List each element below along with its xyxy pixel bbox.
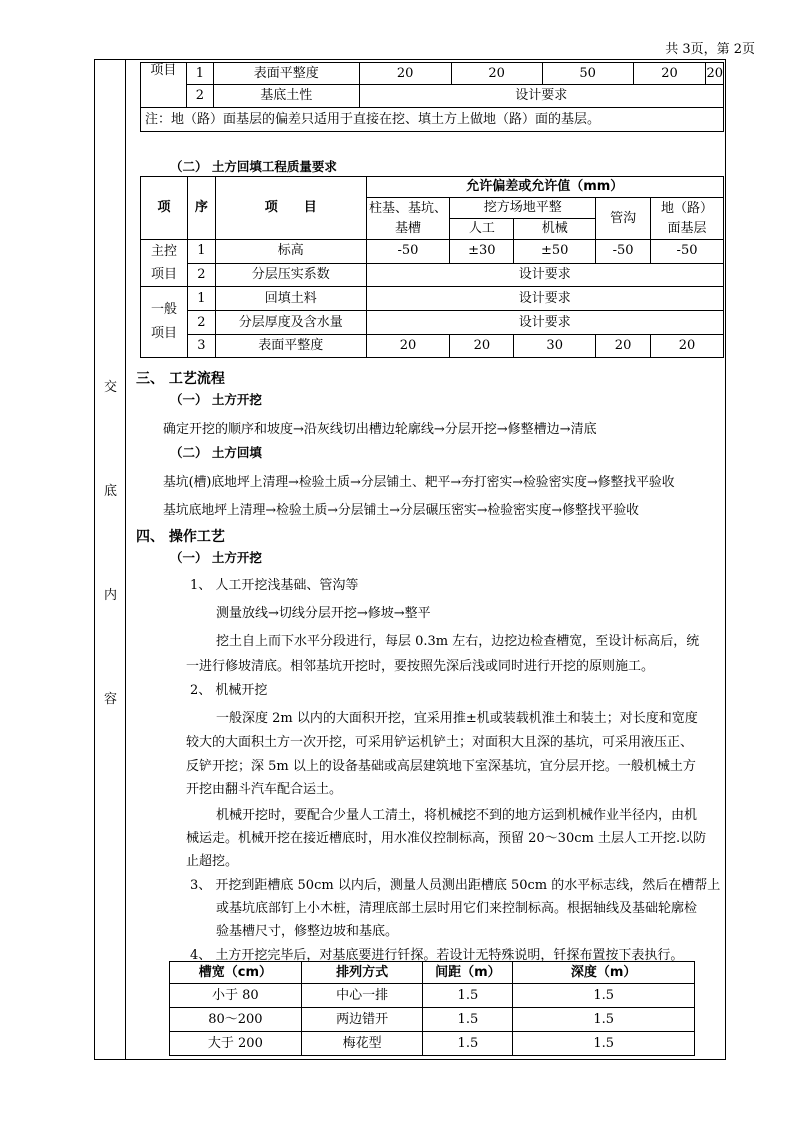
group-label: 项目 bbox=[141, 63, 187, 108]
paragraph-line: 械运走。机械开挖在接近槽底时，用水准仪控制标高，预留 20～30cm 土层人工开挖.以防 bbox=[186, 831, 707, 846]
col-header-pit bbox=[366, 198, 450, 240]
row-name: 基底土性 bbox=[213, 85, 359, 108]
col-header-trench: 管沟 bbox=[596, 198, 651, 240]
col-header-manual: 人工 bbox=[450, 219, 514, 240]
row-no: 2 bbox=[187, 263, 215, 287]
section-title: （二） 土方回填工程质量要求 bbox=[170, 159, 337, 174]
list-item: 2、 机械开挖 bbox=[190, 683, 268, 698]
side-label-char: 容 bbox=[104, 692, 118, 707]
cell: 20 bbox=[633, 63, 706, 85]
cell: 小于 80 bbox=[170, 984, 302, 1008]
cell: 20 bbox=[596, 335, 651, 358]
col-header-machine: 机械 bbox=[514, 219, 596, 240]
probe-table bbox=[169, 961, 695, 1056]
cell: -50 bbox=[651, 240, 724, 264]
merged-cell: 设计要求 bbox=[366, 263, 723, 287]
col-header-seq: 序 bbox=[187, 177, 215, 240]
paragraph-line: 一进行修坡清底。相邻基坑开挖时，要按照先深后浅或同时进行开挖的原则施工。 bbox=[186, 659, 655, 674]
paragraph-line: 挖土自上而下水平分段进行，每层 0.3m 左右，边挖边检查槽宽，至设计标高后，统 bbox=[216, 634, 700, 649]
row-no: 1 bbox=[187, 287, 215, 311]
cell: 50 bbox=[542, 63, 633, 85]
cell: 20 bbox=[366, 335, 450, 358]
col-header-pit-line2: 基槽 bbox=[394, 220, 421, 236]
col-header-road-line1: 地（路） bbox=[661, 200, 714, 216]
cell: ±50 bbox=[514, 240, 596, 264]
group-label-line: 项目 bbox=[150, 326, 177, 341]
list-item: 1、 人工开挖浅基础、管沟等 bbox=[190, 578, 359, 593]
cell: 1.5 bbox=[423, 1032, 513, 1056]
group-label-line: 项目 bbox=[150, 267, 177, 282]
paragraph-line: 较大的大面积土方一次开挖，可采用铲运机铲土；对面积大且深的基坑，可采用液压正、 bbox=[186, 735, 694, 750]
cell: 20 bbox=[706, 63, 724, 85]
paragraph-line: 反铲开挖；深 5m 以上的设备基础或高层建筑地下室深基坑，宜分层开挖。一般机械土方 bbox=[186, 759, 696, 774]
row-no: 3 bbox=[187, 335, 215, 358]
paragraph-line: 或基坑底部钉上小木桩，清理底部土层时用它们来控制标高。根据轴线及基础轮廓检 bbox=[216, 901, 698, 916]
row-name: 回填土料 bbox=[215, 287, 366, 311]
row-no: 1 bbox=[186, 63, 213, 85]
row-no: 1 bbox=[187, 240, 215, 264]
flow-text: 测量放线→切线分层开挖→修坡→整平 bbox=[216, 606, 431, 621]
col-header-road bbox=[651, 198, 724, 240]
side-label-char: 底 bbox=[104, 484, 118, 499]
flow-text: 基坑底地坪上清理→检验土质→分层铺土→分层碾压密实→检验密实度→修整找平验收 bbox=[163, 503, 639, 518]
merged-cell: 设计要求 bbox=[366, 287, 723, 311]
row-name: 标高 bbox=[215, 240, 366, 264]
row-name: 分层厚度及含水量 bbox=[215, 311, 366, 335]
section-heading: 四、 操作工艺 bbox=[136, 529, 225, 545]
paragraph-line: 机械开挖时，要配合少量人工清土，将机械挖不到的地方运到机械作业半径内，由机 bbox=[216, 808, 698, 823]
paragraph-line: 开挖由翻斗汽车配合运土。 bbox=[186, 782, 343, 797]
group-label-line: 一般 bbox=[150, 302, 177, 317]
allow-header: 允许偏差或允许值（mm） bbox=[366, 177, 723, 198]
paragraph-line: 验基槽尺寸，修整边坡和基底。 bbox=[216, 924, 399, 939]
group-label-line: 主控 bbox=[150, 244, 177, 259]
cell: 1.5 bbox=[513, 1032, 695, 1056]
section-heading: 三、 工艺流程 bbox=[136, 371, 225, 387]
flow-text: 确定开挖的顺序和坡度→沿灰线切出槽边轮廓线→分层开挖→修整槽边→清底 bbox=[163, 422, 597, 437]
cell: -50 bbox=[366, 240, 450, 264]
cell: 中心一排 bbox=[301, 984, 423, 1008]
col-header-road-line2: 面基层 bbox=[667, 220, 707, 236]
col-header: 排列方式 bbox=[301, 962, 423, 984]
cell: 20 bbox=[450, 335, 514, 358]
page-info: 共 3页，第 2页 bbox=[665, 42, 755, 57]
row-no: 2 bbox=[187, 311, 215, 335]
sub-heading: （一） 土方开挖 bbox=[170, 392, 262, 407]
cell: 20 bbox=[651, 335, 724, 358]
col-header-item: 项 bbox=[141, 177, 188, 240]
cell: 20 bbox=[359, 63, 451, 85]
cell: 1.5 bbox=[423, 984, 513, 1008]
cell: 20 bbox=[451, 63, 542, 85]
row-name: 表面平整度 bbox=[213, 63, 359, 85]
row-no: 2 bbox=[186, 85, 213, 108]
row-name: 分层压实系数 bbox=[215, 263, 366, 287]
main-control-label bbox=[141, 240, 188, 287]
backfill-table bbox=[140, 176, 724, 358]
sub-heading: （二） 土方回填 bbox=[170, 445, 262, 460]
ground-base-table bbox=[140, 62, 724, 132]
cell: 80～200 bbox=[170, 1008, 302, 1032]
sub-heading: （一） 土方开挖 bbox=[170, 550, 262, 565]
cell: -50 bbox=[596, 240, 651, 264]
col-header: 间距（m） bbox=[423, 962, 513, 984]
general-label bbox=[141, 287, 188, 358]
merged-cell: 设计要求 bbox=[366, 311, 723, 335]
col-header-site: 挖方场地平整 bbox=[450, 198, 596, 219]
row-name: 表面平整度 bbox=[215, 335, 366, 358]
side-label-char: 内 bbox=[104, 588, 118, 603]
table-note: 注：地（路）面基层的偏差只适用于直接在挖、填土方上做地（路）面的基层。 bbox=[141, 108, 724, 132]
cell: 梅花型 bbox=[301, 1032, 423, 1056]
label-column-divider bbox=[125, 59, 126, 1059]
cell: 大于 200 bbox=[170, 1032, 302, 1056]
cell: 1.5 bbox=[513, 1008, 695, 1032]
col-header: 槽宽（cm） bbox=[170, 962, 302, 984]
paragraph-line: 3、 开挖到距槽底 50cm 以内后，测量人员测出距槽底 50cm 的水平标志线，然后在槽帮上 bbox=[190, 878, 721, 893]
cell: 1.5 bbox=[423, 1008, 513, 1032]
cell: 30 bbox=[514, 335, 596, 358]
cell: 两边错开 bbox=[301, 1008, 423, 1032]
col-header-pit-line1: 柱基、基坑、 bbox=[368, 200, 447, 216]
cell: ±30 bbox=[450, 240, 514, 264]
paragraph-line: 一般深度 2m 以内的大面积开挖，宜采用推±机或装载机淮土和装土；对长度和宽度 bbox=[216, 711, 698, 726]
col-header: 深度（m） bbox=[513, 962, 695, 984]
side-label-char: 交 bbox=[104, 380, 118, 395]
flow-text: 基坑(槽)底地坪上清理→检验土质→分层铺土、耙平→夯打密实→检验密实度→修整找平验收 bbox=[163, 475, 675, 490]
col-header-name: 项 目 bbox=[215, 177, 366, 240]
merged-cell: 设计要求 bbox=[359, 85, 723, 108]
cell: 1.5 bbox=[513, 984, 695, 1008]
paragraph-line: 止超挖。 bbox=[186, 854, 239, 869]
paragraph-line: 4、 土方开挖完毕后，对基底要进行钎探。若设计无特殊说明，钎探布置按下表执行。 bbox=[190, 948, 684, 963]
